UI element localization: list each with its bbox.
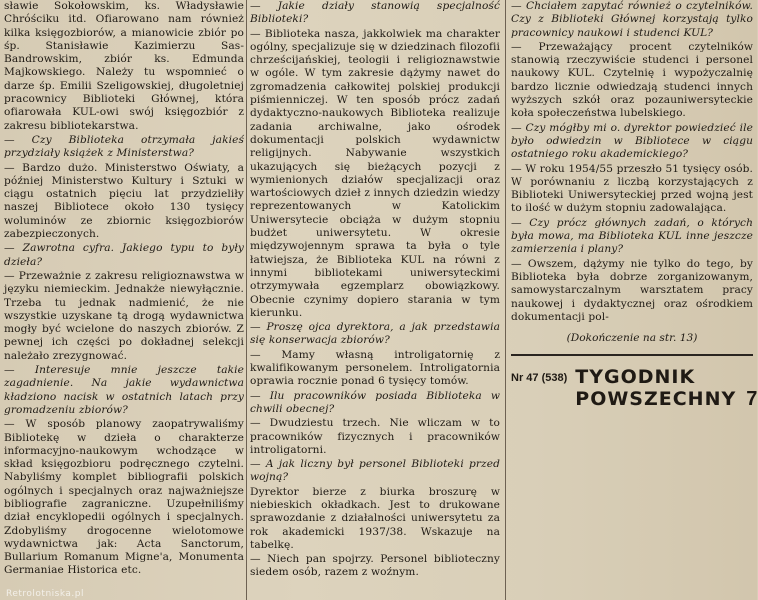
question: — Interesuje mnie jeszcze takie zagadnienie. Na jakie wydawnictwa kładziono nacisk w ostatnich latach przy gromadzeniu zbiorów? bbox=[4, 364, 244, 416]
column-left bbox=[4, 0, 244, 600]
paragraph: — W sposób planowy zaopatrywaliśmy Bibliotekę w dzieła o charakterze informacyjno-naukowym wchodzące w skład księgozbioru podręcznego czytelni. Nabyliśmy komplet bibliografii polskich ogólnych i specjalnych oraz najważniejsze bibliografie zagraniczne. Uzupełniliśmy dział encyklopedii ogólnych i specjalnych. Zdobyliśmy drogocenne wielotomowe wydawnictwa jak: Acta Sanctorum, Bullarium Romanum Migne'a, Monumenta Germaniae Historica etc. bbox=[4, 418, 244, 577]
divider bbox=[511, 354, 753, 356]
paragraph: — Biblioteka nasza, jakkolwiek ma charakter ogólny, specjalizuje się w dziedzinach filozofii chrześcijańskiej, teologii i religioznawstwie w ogóle. W tym zakresie dążymy nawet do zgromadzenia całkowitej polskiej produkcji piśmienniczej. W ten sposób prócz zadań dydaktyczno-naukowych Biblioteka realizuje zadania archiwalne, jako ośrodek dokumentacji polskich wydawnictw religijnych. Nabywanie wszystkich ukazujących się bieżących pozycji z wymienionych działów specjalizacji oraz wartościowych dzieł z innych dziedzin wiedzy reprezentowanych w Katolickim Uniwersytecie obciąża w dużym stopniu budżet uniwersytetu. W okresie międzywojennym sprawa ta była o tyle łatwiejsza, że Biblioteka KUL na równi z innymi bibliotekami uniwersyteckimi otrzymywała egzemplarz obowiązkowy. Obecnie czynimy dopiero starania w tym kierunku. bbox=[250, 27, 500, 319]
paragraph: — Dwudziestu trzech. Nie wliczam w to pracowników fizycznych i pracowników introligatorni. bbox=[250, 417, 500, 456]
question: — Czy mógłby mi o. dyrektor powiedzieć ile było odwiedzin w Bibliotece w ciągu ostatniego roku akademickiego? bbox=[511, 121, 753, 161]
paragraph: — Mamy własną introligatornię z kwalifikowanym personelem. Introligatornia oprawia rocznie ponad 6 tysięcy tomów. bbox=[250, 348, 500, 388]
question: — Jakie działy stanowią specjalność Biblioteki? bbox=[250, 0, 500, 26]
paragraph: — Przeważający procent czytelników stanowią rzeczywiście studenci i personel naukowy KUL. Czytelnię i wypożyczalnię bardzo licznie odwiedzają studenci innych wyższych szkół oraz pozauniwersyteckie koła społeczeństwa lubelskiego. bbox=[511, 40, 753, 120]
issue-number: Nr 47 (538) bbox=[511, 372, 568, 385]
continuation-note: (Dokończenie na str. 13) bbox=[566, 332, 698, 345]
column-rule bbox=[505, 0, 506, 600]
question: — Czy Biblioteka otrzymała jakieś przydziały książek z Ministerstwa? bbox=[4, 133, 244, 160]
masthead bbox=[511, 366, 758, 411]
title-line-1: TYGODNIK bbox=[575, 366, 696, 389]
question: — Zawrotna cyfra. Jakiego typu to były dzieła? bbox=[4, 242, 244, 268]
column-right bbox=[511, 0, 758, 600]
paragraph: — Bardzo dużo. Ministerstwo Oświaty, a później Ministerstwo Kultury i Sztuki w ciągu ostatnich pięciu lat przydzieliły naszej Bibliotece około 130 tysięcy woluminów ze zbiornic księgozbiorów zabezpieczonych. bbox=[4, 161, 244, 241]
question: — Ilu pracowników posiada Biblioteka w chwili obecnej? bbox=[250, 389, 500, 415]
paragraph: sławie Sokołowskim, ks. Władysławie Chróściku itd. Ofiarowano nam również kilka księgozbiorów, a mianowicie zbiór po śp. Stanisławie Kazimierzu Sas-Bandrowskim, zbiór ks. Edmunda Majkowskiego. Należy tu wspomnieć o darze śp. Emilii Szeligowskiej, długoletniej pracownicy Biblioteki Głównej, która ofiarowała KUL-owi swój księgozbiór z zakresu bibliotekarstwa. bbox=[4, 0, 244, 132]
question: — A jak liczny był personel Biblioteki przed wojną? bbox=[250, 458, 500, 484]
title-line-2-text: POWSZECHNY bbox=[575, 388, 737, 411]
paragraph: — Przeważnie z zakresu religioznawstwa w języku niemieckim. Jednakże niewyłącznie. Trzeba tu jednak nadmienić, że nie wszystkie uzyskane tą drogą wydawnictwa mogły być wcielone do naszych zbiorów. Z pewnej ich części po dokładnej selekcji należało zrezygnować. bbox=[4, 269, 244, 362]
paragraph: — Owszem, dążymy nie tylko do tego, by Biblioteka była dobrze zorganizowanym, samowystarczalnym warsztatem pracy naukowej i dydaktycznej oraz ośrodkiem dokumentacji pol- bbox=[511, 257, 753, 323]
question: — Chciałem zapytać również o czytelników. Czy z Biblioteki Głównej korzystają tylko pracownicy naukowi i studenci KUL? bbox=[511, 0, 753, 39]
watermark: Retrolotniska.pl bbox=[6, 589, 84, 599]
paragraph: — W roku 1954/55 przeszło 51 tysięcy osób. W porównaniu z liczbą korzystających z Biblioteki Uniwersyteckiej przed wojną jest to ilość w dużym stopniu zadowalająca. bbox=[511, 162, 753, 215]
paragraph: — Niech pan spojrzy. Personel biblioteczny siedem osób, razem z woźnym. bbox=[250, 553, 500, 579]
column-rule bbox=[246, 0, 247, 600]
column-middle bbox=[250, 0, 500, 600]
question: — Proszę ojca dyrektora, a jak przedstawia się konserwacja zbiorów? bbox=[250, 321, 500, 347]
question: — Czy prócz głównych zadań, o których była mowa, ma Biblioteka KUL inne jeszcze zamierzenia i plany? bbox=[511, 216, 753, 256]
newspaper-title bbox=[575, 366, 758, 410]
page-number: 7 bbox=[746, 388, 758, 411]
paragraph: Dyrektor bierze z biurka broszurę w niebieskich okładkach. Jest to drukowane sprawozdanie z działalności uniwersytetu za rok akademicki 1937/38. Wskazuje na tabelkę. bbox=[250, 485, 500, 551]
title-line-2 bbox=[575, 388, 758, 410]
